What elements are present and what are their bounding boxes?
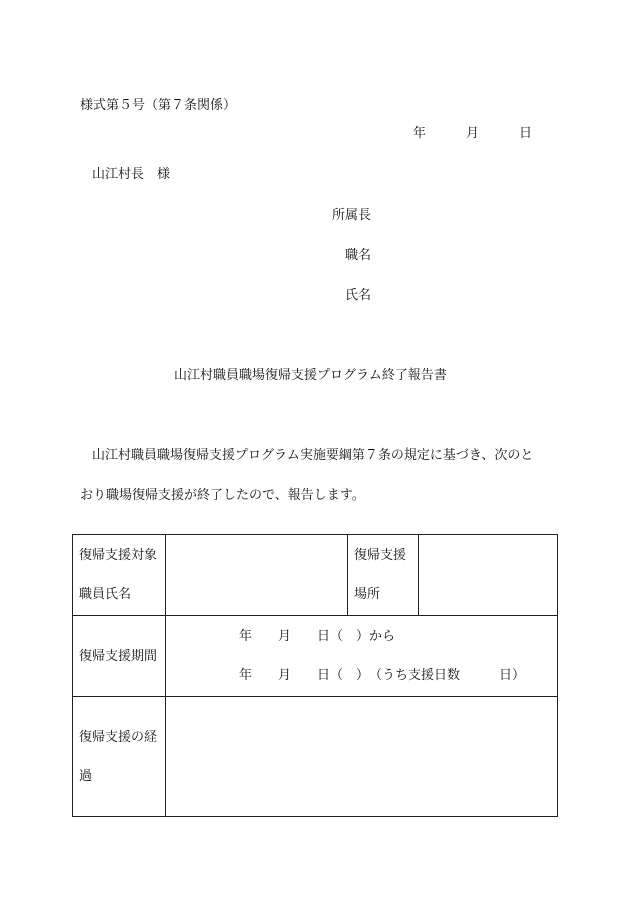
place-label-line1: 復帰支援 (354, 548, 407, 563)
sender-position-label: 職名 (345, 248, 372, 263)
progress-label-line1: 復帰支援の経 (79, 730, 158, 745)
place-label-line2: 場所 (354, 587, 381, 602)
target-label-line2: 職員氏名 (79, 587, 132, 602)
progress-label-line2: 過 (79, 769, 93, 784)
period-label-cell (73, 616, 166, 697)
sender-org-label: 所属長 (332, 208, 372, 223)
target-label-cell (73, 535, 166, 616)
period-to: 年 月 日（ ） （うち支援日数 日） (239, 668, 526, 683)
table-row-progress (73, 697, 558, 817)
body-line-1: 山江村職員職場復帰支援プログラム実施要綱第７条の規定に基づき、次のと (92, 448, 534, 463)
place-field[interactable] (419, 535, 558, 616)
body-line-2: おり職場復帰支援が終了したので、報告します。 (80, 488, 365, 503)
table-row-period (73, 616, 558, 697)
addressee: 山江村長 様 (92, 167, 171, 182)
progress-label-cell (73, 697, 166, 817)
progress-field[interactable] (166, 697, 558, 817)
table-row-target (73, 535, 558, 616)
period-from: 年 月 日（ ）から (239, 629, 396, 644)
date-year: 年 (413, 126, 427, 141)
period-field[interactable] (166, 616, 558, 697)
date-month: 月 (466, 126, 480, 141)
place-label-cell (348, 535, 419, 616)
target-label-line1: 復帰支援対象 (79, 548, 158, 563)
date-day: 日 (519, 126, 533, 141)
form-number: 様式第５号（第７条関係） (80, 98, 237, 113)
document-title: 山江村職員職場復帰支援プログラム終了報告書 (174, 368, 447, 383)
sender-name-label: 氏名 (345, 288, 372, 303)
period-label: 復帰支援期間 (79, 649, 158, 664)
report-table (72, 534, 558, 817)
target-name-field[interactable] (166, 535, 348, 616)
